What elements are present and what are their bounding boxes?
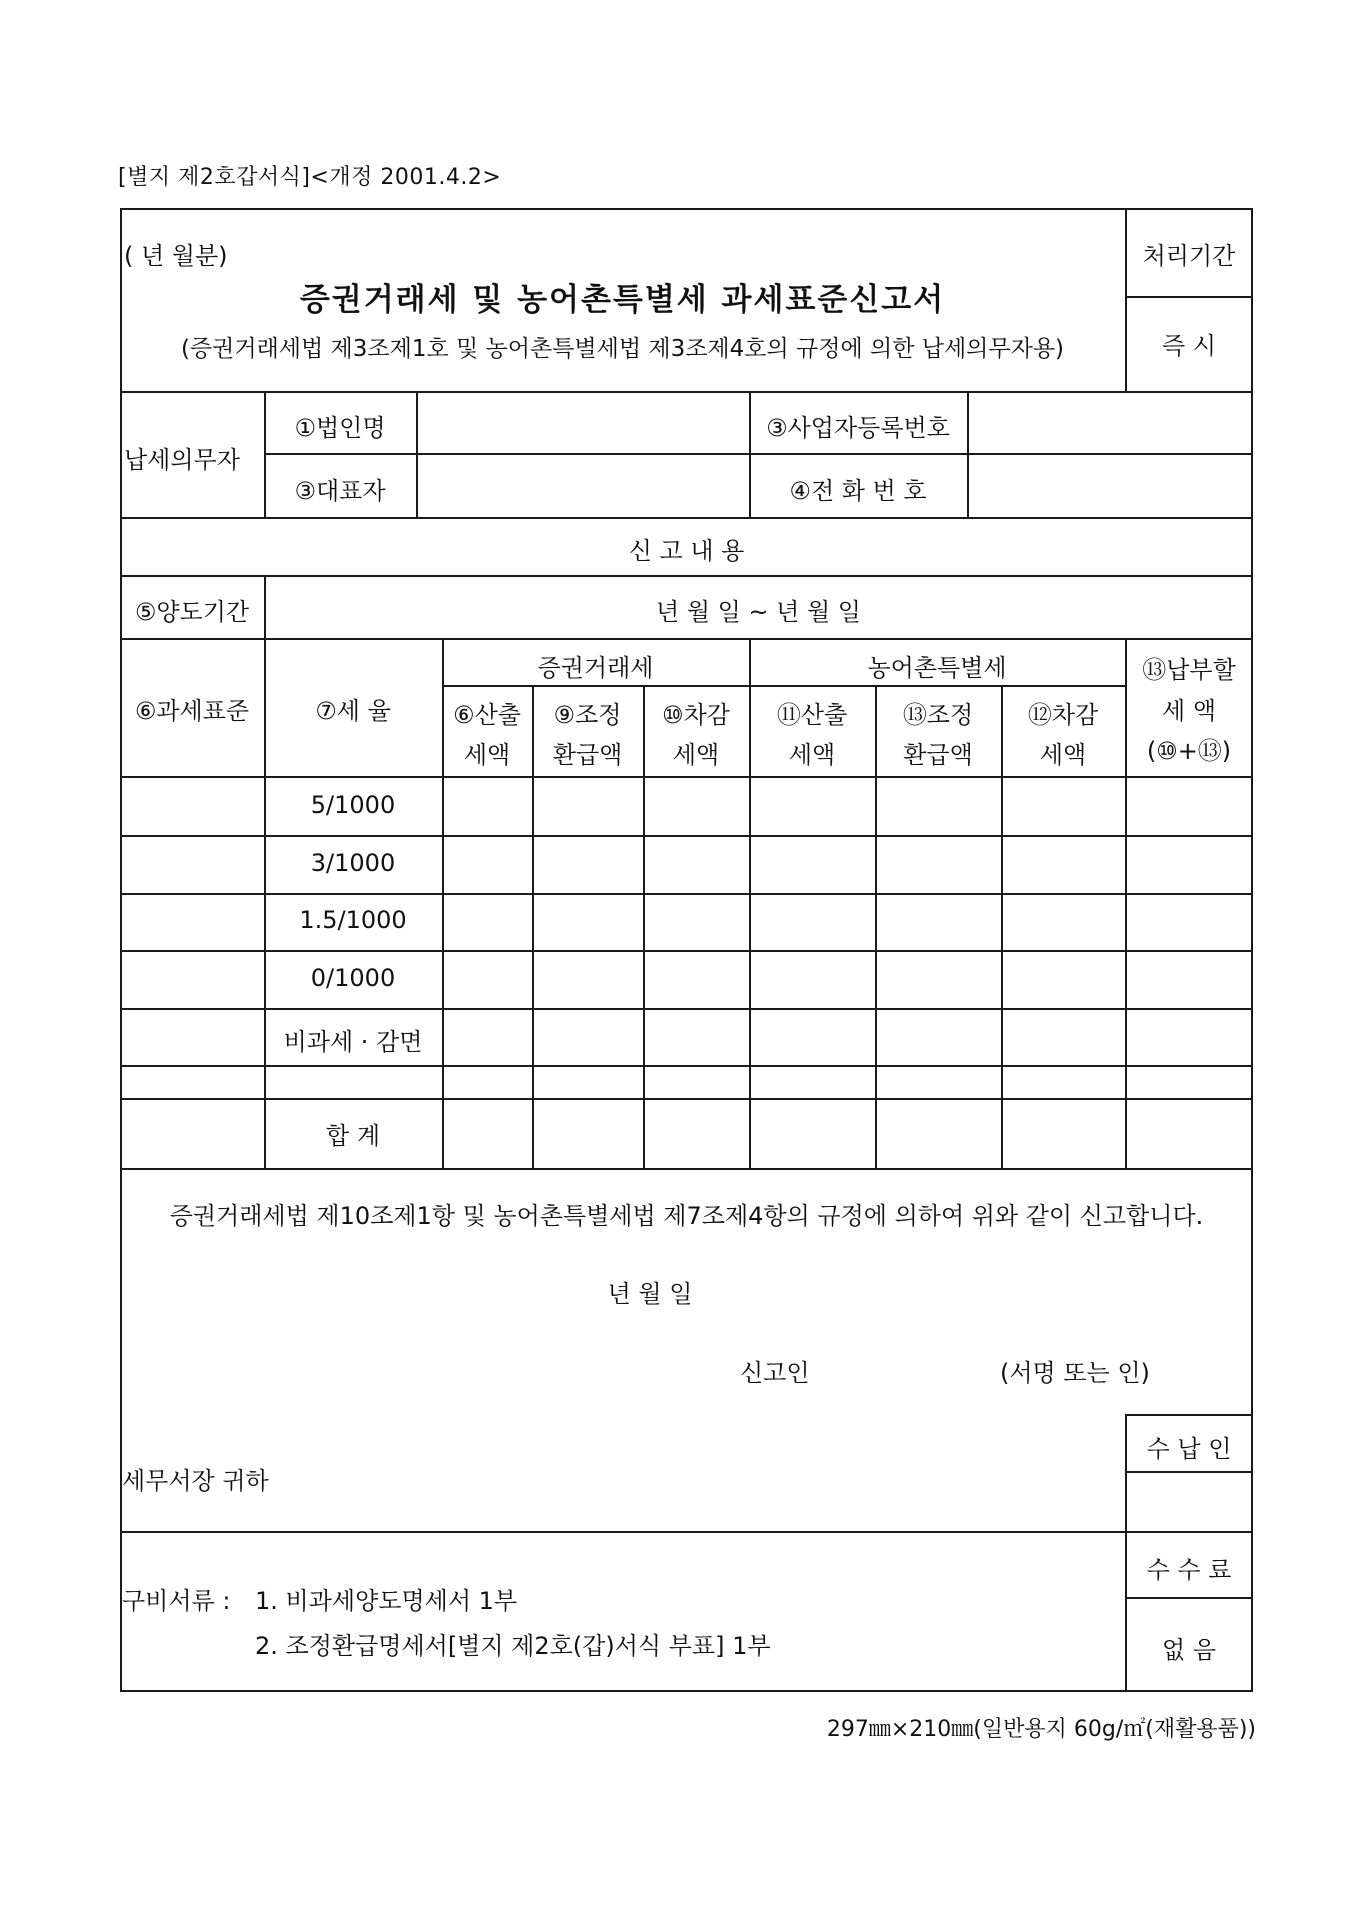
paper-spec: 297㎜×210㎜(일반용지 60g/㎡(재활용품)) xyxy=(826,1717,1256,1742)
sub-header-line2: 환급액 xyxy=(552,741,623,769)
rate-cell: 5/1000 xyxy=(310,791,396,819)
sub-header-line2: 세액 xyxy=(463,741,511,769)
sub-header-line1: ⑫차감 xyxy=(1027,701,1099,729)
rural-tax-header: 농어촌특별세 xyxy=(867,654,1007,682)
securities-tax-header: 증권거래세 xyxy=(537,654,654,682)
tax-rate-header: ⑦세 율 xyxy=(315,697,391,725)
tax-base-header: ⑥과세표준 xyxy=(134,697,250,725)
total-payment-header-line2: 세 액 xyxy=(1162,697,1216,725)
sub-header-line1: ⑬조정 xyxy=(902,701,974,729)
phone-label: ④전 화 번 호 xyxy=(789,477,927,505)
processing-period-label: 처리기간 xyxy=(1142,242,1236,270)
sub-header-line1: ⑨조정 xyxy=(553,701,622,729)
total-payment-header-line1: ⑬납부할 xyxy=(1142,656,1236,684)
period-line: ( 년 월분) xyxy=(124,242,228,270)
required-document-item: 2. 조정환급명세서[별지 제2호(갑)서식 부표] 1부 xyxy=(255,1632,771,1660)
page-subtitle: (증권거래세법 제3조제1호 및 농어촌특별세법 제3조제4호의 규정에 의한 납세의무자용) xyxy=(180,336,1065,362)
representative-label: ③대표자 xyxy=(294,477,386,505)
signature-label[interactable]: (서명 또는 인) xyxy=(1000,1359,1150,1387)
fee-label: 수 수 료 xyxy=(1146,1556,1232,1584)
form-caption: [별지 제2호갑서식]<개정 2001.4.2> xyxy=(118,165,502,190)
sub-header-line2: 세액 xyxy=(1039,741,1087,769)
required-documents-label: 구비서류 : xyxy=(122,1587,231,1615)
report-content-heading: 신 고 내 용 xyxy=(628,537,745,565)
fee-value: 없 음 xyxy=(1162,1636,1216,1664)
transfer-period-value[interactable]: 년 월 일 ~ 년 월 일 xyxy=(656,598,861,626)
rate-cell: 3/1000 xyxy=(310,849,396,877)
required-document-item: 1. 비과세양도명세서 1부 xyxy=(255,1587,518,1615)
sub-header-line2: 세액 xyxy=(788,741,836,769)
total-payment-header-line3: (⑩+⑬) xyxy=(1146,737,1232,765)
transfer-period-label: ⑤양도기간 xyxy=(134,598,250,626)
biz-reg-number-label: ③사업자등록번호 xyxy=(766,414,950,442)
sub-header-line1: ⑩차감 xyxy=(662,701,730,729)
processing-period-value: 즉 시 xyxy=(1162,332,1216,360)
rate-cell: 0/1000 xyxy=(310,964,396,992)
rate-cell: 1.5/1000 xyxy=(299,906,407,934)
declarant-label: 신고인 xyxy=(740,1359,810,1387)
taxpayer-label: 납세의무자 xyxy=(124,446,240,474)
rate-cell: 비과세 · 감면 xyxy=(283,1028,423,1056)
tax-report-form xyxy=(120,208,1253,1692)
sub-header-line2: 환급액 xyxy=(903,741,973,769)
addressee: 세무서장 귀하 xyxy=(122,1467,269,1495)
total-row-label: 합 계 xyxy=(326,1122,380,1150)
page-title: 증권거래세 및 농어촌특별세 과세표준신고서 xyxy=(299,282,946,318)
sub-header-line1: ⑥산출 xyxy=(453,701,521,729)
declaration-date[interactable]: 년 월 일 xyxy=(607,1280,693,1308)
corp-name-label: ①법인명 xyxy=(294,414,386,442)
sub-header-line2: 세액 xyxy=(672,741,720,769)
sub-header-line1: ⑪산출 xyxy=(776,701,848,729)
declaration-statement: 증권거래세법 제10조제1항 및 농어촌특별세법 제7조제4항의 규정에 의하여 위와 같이 신고합니다. xyxy=(169,1202,1204,1230)
collector-stamp-label: 수 납 인 xyxy=(1146,1435,1232,1463)
